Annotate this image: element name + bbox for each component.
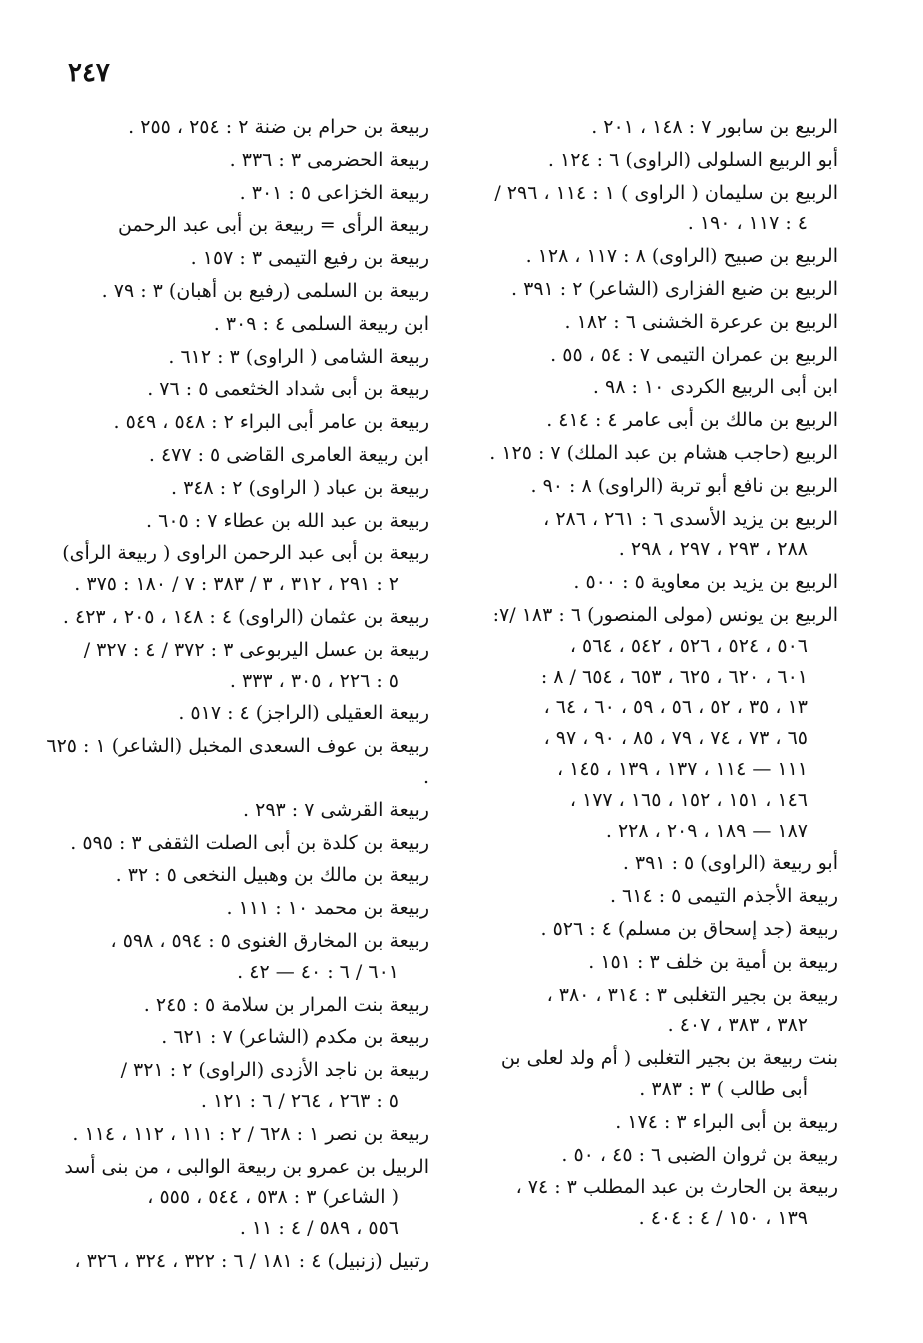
index-entry-line: الربيع بن يزيد بن معاوية ٥ : ٥٠٠ .	[573, 571, 838, 594]
index-entry-line: الربيع بن عرعرة الخشنى ٦ : ١٨٢ .	[564, 310, 838, 333]
index-entry	[44, 473, 429, 504]
index-entry	[44, 374, 429, 405]
index-entry	[44, 407, 429, 438]
index-entry	[44, 309, 429, 340]
index-entry	[44, 860, 429, 891]
index-entry-line: ربيعة بن عبد الله بن عطاء ٧ : ٦٠٥ .	[146, 509, 429, 532]
index-entry	[44, 243, 429, 274]
index-entry-line: ربيعة (جد إسحاق بن مسلم) ٤ : ٥٢٦ .	[540, 917, 838, 940]
index-entry-continuation: ٥٥٦ ، ٥٨٩ / ٤ : ١١ .	[239, 1217, 399, 1240]
index-entry	[462, 600, 838, 846]
index-entry-continuation: ٢ : ٢٩١ ، ٣١٢ ، ٣ / ٣٨٣ : ٧ / ١٨٠ : ٣٧٥ .	[74, 573, 399, 596]
index-entry-line: ربيعة بنت المرار بن سلامة ٥ : ٢٤٥ .	[143, 993, 429, 1016]
index-entry-continuation: ١٨٧ — ١٨٩ ، ٢٠٩ ، ٢٢٨ .	[605, 819, 808, 842]
index-entry-line: بنت ربيعة بن بجير التغلبى ( أم ولد لعلى بن	[500, 1047, 838, 1070]
index-entry-line: ربيعة الخزاعى ٥ : ٣٠١ .	[239, 181, 429, 204]
index-entry-line: ربيعة بن حرام بن ضنة ٢ : ٢٥٤ ، ٢٥٥ .	[128, 116, 429, 138]
index-entry-continuation: ٦٠١ / ٦ : ٤٠ — ٤٢ .	[237, 960, 399, 983]
index-entry-line: ربيعة بن بجير التغلبى ٣ : ٣١٤ ، ٣٨٠ ،	[546, 983, 838, 1006]
index-entry	[462, 848, 838, 879]
index-entry-line: ربيعة الأجذم التيمى ٥ : ٦١٤ .	[609, 885, 838, 908]
index-entry-line: الربيع بن سابور ٧ : ١٤٨ ، ٢٠١ .	[591, 116, 838, 138]
index-entry-line: ربيعة بن عثمان (الراوى) ٤ : ١٤٨ ، ٢٠٥ ، ٤٢٣ .	[62, 605, 429, 628]
index-entry	[44, 602, 429, 633]
index-entry	[44, 990, 429, 1021]
index-entry	[44, 1022, 429, 1053]
index-entry-continuation: ٥ : ٢٢٦ ، ٣٠٥ ، ٣٣٣ .	[229, 669, 399, 692]
index-entry	[462, 881, 838, 912]
index-entry	[462, 405, 838, 436]
index-entry-line: أبو ربيعة (الراوى) ٥ : ٣٩١ .	[622, 852, 838, 875]
index-entry	[44, 635, 429, 697]
index-entry-line: ربيعة بن السلمى (رفيع بن أهبان) ٣ : ٧٩ .	[101, 279, 429, 302]
index-entry-continuation: ٤ : ١١٧ ، ١٩٠ .	[687, 212, 808, 235]
index-entry	[462, 504, 838, 566]
index-entry	[44, 145, 429, 176]
index-entry	[462, 947, 838, 978]
index-entry	[462, 1140, 838, 1171]
page-number: ٢٤٧	[68, 58, 110, 88]
index-entry-line: الربيع بن سليمان ( الراوى ) ١ : ١١٤ ، ٢٩٦ /	[494, 181, 838, 204]
index-entry-line: ابن أبى الربيع الكردى ١٠ : ٩٨ .	[592, 376, 838, 399]
index-entry	[462, 438, 838, 469]
index-entry-line: ربيعة بن مكدم (الشاعر) ٧ : ٦٢١ .	[161, 1026, 429, 1049]
index-entry-line: ربيعة بن أبى عبد الرحمن الراوى ( ربيعة الرأى)	[62, 542, 429, 565]
index-entry-continuation: ٢٨٨ ، ٢٩٣ ، ٢٩٧ ، ٢٩٨ .	[618, 538, 808, 561]
index-entry-line: ربيعة بن مالك بن وهبيل النخعى ٥ : ٣٢ .	[115, 864, 429, 887]
index-entry-line: ربيعة بن المخارق الغنوى ٥ : ٥٩٤ ، ٥٩٨ ،	[110, 929, 429, 952]
index-entry	[44, 178, 429, 209]
index-entry-line: ربيعة بن عباد ( الراوى) ٢ : ٣٤٨ .	[171, 476, 429, 499]
index-entry	[44, 828, 429, 859]
index-entry	[44, 440, 429, 471]
index-entry	[462, 1043, 838, 1105]
index-entry-line: ربيعة الرأى = ربيعة بن أبى عبد الرحمن	[118, 214, 429, 237]
index-entry-line: الربيل بن عمرو بن ربيعة الوالبى ، من بنى أسد	[64, 1155, 429, 1178]
index-entry	[462, 241, 838, 272]
index-entry-line: رتبيل (زنبيل) ٤ : ١٨١ / ٦ : ٣٢٢ ، ٣٢٤ ، ٣٢٦ ،	[74, 1249, 429, 1272]
index-entry-continuation: ١٣٩ ، ١٥٠ / ٤ : ٤٠٤ .	[638, 1207, 808, 1230]
index-entry	[462, 567, 838, 598]
index-entry	[44, 795, 429, 826]
index-entry-line: الربيع بن ضبع الفزارى (الشاعر) ٢ : ٣٩١ .	[511, 277, 838, 300]
index-entry-line: ربيعة بن أبى البراء ٣ : ١٧٤ .	[615, 1110, 838, 1133]
index-entry-line: الربيع بن نافع أبو تربة (الراوى) ٨ : ٩٠ .	[530, 474, 838, 497]
index-entry-line: ربيعة بن الحارث بن عبد المطلب ٣ : ٧٤ ،	[515, 1176, 838, 1199]
index-entry-line: الربيع بن عمران التيمى ٧ : ٥٤ ، ٥٥ .	[550, 343, 838, 366]
index-entry	[44, 276, 429, 307]
index-entry-line: ابن ربيعة السلمى ٤ : ٣٠٩ .	[213, 312, 429, 335]
index-column-left	[44, 112, 429, 1277]
index-entry-continuation: ٣٨٢ ، ٣٨٣ ، ٤٠٧ .	[667, 1014, 808, 1037]
index-entry-line: ربيعة بن عامر أبى البراء ٢ : ٥٤٨ ، ٥٤٩ .	[113, 411, 429, 434]
index-entry	[462, 145, 838, 176]
index-entry-line: ابن ربيعة العامرى القاضى ٥ : ٤٧٧ .	[148, 443, 429, 466]
index-entry-continuation: ٦٠١ ، ٦٢٠ ، ٦٢٥ ، ٦٥٣ ، ٦٥٤ / ٨ :	[540, 665, 808, 688]
index-entry	[462, 372, 838, 403]
index-entry-line: ربيعة القرشى ٧ : ٢٩٣ .	[243, 798, 429, 821]
index-entry-line: ربيعة بن محمد ١٠ : ١١١ .	[226, 897, 429, 920]
index-entry-line: ربيعة بن ناجد الأزدى (الراوى) ٢ : ٣٢١ /	[120, 1059, 429, 1082]
index-entry-line: الربيع بن صبيح (الراوى) ٨ : ١١٧ ، ١٢٨ .	[525, 245, 838, 268]
index-entry-line: الربيع بن مالك بن أبى عامر ٤ : ٤١٤ .	[546, 409, 838, 432]
index-entry-continuation: ١٤٦ ، ١٥١ ، ١٥٢ ، ١٦٥ ، ١٧٧ ،	[569, 788, 808, 811]
index-entry-line: ربيعة بن رفيع التيمى ٣ : ١٥٧ .	[190, 247, 429, 270]
index-entry-continuation: ٦٥ ، ٧٣ ، ٧٤ ، ٧٩ ، ٨٥ ، ٩٠ ، ٩٧ ،	[543, 727, 808, 750]
index-entry-continuation: ٥٠٦ ، ٥٢٤ ، ٥٢٦ ، ٥٤٢ ، ٥٦٤ ،	[569, 634, 808, 657]
index-entry-line: ربيعة بن عوف السعدى المخبل (الشاعر) ١ : ٦٢٥ .	[46, 735, 429, 788]
index-entry	[44, 1246, 429, 1277]
index-entry	[44, 342, 429, 373]
index-entry	[462, 274, 838, 305]
index-entry-continuation: ١٣ ، ٣٥ ، ٥٢ ، ٥٦ ، ٥٩ ، ٦٠ ، ٦٤ ،	[543, 696, 808, 719]
index-entry	[44, 210, 429, 241]
index-entry	[44, 731, 429, 793]
index-entry-continuation: ١١١ — ١١٤ ، ١٣٧ ، ١٣٩ ، ١٤٥ ،	[556, 757, 808, 780]
index-entry	[44, 1152, 429, 1244]
index-entry	[462, 471, 838, 502]
index-entry-line: ربيعة بن أمية بن خلف ٣ : ١٥١ .	[588, 950, 838, 973]
index-entry-line: أبو الربيع السلولى (الراوى) ٦ : ١٢٤ .	[547, 148, 838, 171]
index-entry	[44, 112, 429, 143]
index-entry	[44, 1119, 429, 1150]
index-entry-continuation: ٥ : ٢٦٣ ، ٢٦٤ / ٦ : ١٢١ .	[200, 1089, 399, 1112]
index-entry	[462, 112, 838, 143]
index-entry-line: الربيع (حاجب هشام بن عبد الملك) ٧ : ١٢٥ .	[489, 441, 838, 464]
index-entry	[462, 914, 838, 945]
index-entry-continuation: أبى طالب ) ٣ : ٣٨٣ .	[639, 1077, 808, 1100]
index-entry-line: ربيعة الحضرمى ٣ : ٣٣٦ .	[229, 148, 429, 171]
index-entry-line: ربيعة بن كلدة بن أبى الصلت الثقفى ٣ : ٥٩٥ .	[70, 831, 429, 854]
index-column-right	[462, 112, 838, 1234]
index-entry-line: الربيع بن يزيد الأسدى ٦ : ٢٦١ ، ٢٨٦ ،	[543, 507, 838, 530]
index-entry	[44, 893, 429, 924]
index-entry-line: ربيعة بن ثروان الضبى ٦ : ٤٥ ، ٥٠ .	[561, 1143, 838, 1166]
index-entry-line: ربيعة العقيلى (الراجز) ٤ : ٥١٧ .	[178, 702, 429, 725]
index-entry-line: ربيعة بن عسل اليربوعى ٣ : ٣٧٢ / ٤ : ٣٢٧ /	[83, 638, 429, 661]
index-entry-line: ربيعة بن نصر ١ : ٦٢٨ / ٢ : ١١١ ، ١١٢ ، ١١٤ .	[72, 1122, 429, 1145]
index-entry	[462, 340, 838, 371]
index-entry-line: ربيعة الشامى ( الراوى) ٣ : ٦١٢ .	[168, 345, 429, 368]
index-entry-line: ربيعة بن أبى شداد الخثعمى ٥ : ٧٦ .	[147, 378, 429, 401]
index-entry	[44, 698, 429, 729]
index-entry	[44, 926, 429, 988]
index-entry	[44, 1055, 429, 1117]
index-entry	[44, 538, 429, 600]
index-entry	[462, 178, 838, 240]
index-entry	[462, 980, 838, 1042]
index-entry	[44, 506, 429, 537]
index-entry-line: الربيع بن يونس (مولى المنصور) ٦ : ١٨٣ /٧:	[492, 603, 838, 626]
index-entry	[462, 1172, 838, 1234]
index-entry	[462, 1107, 838, 1138]
index-entry	[462, 307, 838, 338]
index-entry-continuation: ( الشاعر) ٣ : ٥٣٨ ، ٥٤٤ ، ٥٥٥ ،	[147, 1186, 399, 1209]
